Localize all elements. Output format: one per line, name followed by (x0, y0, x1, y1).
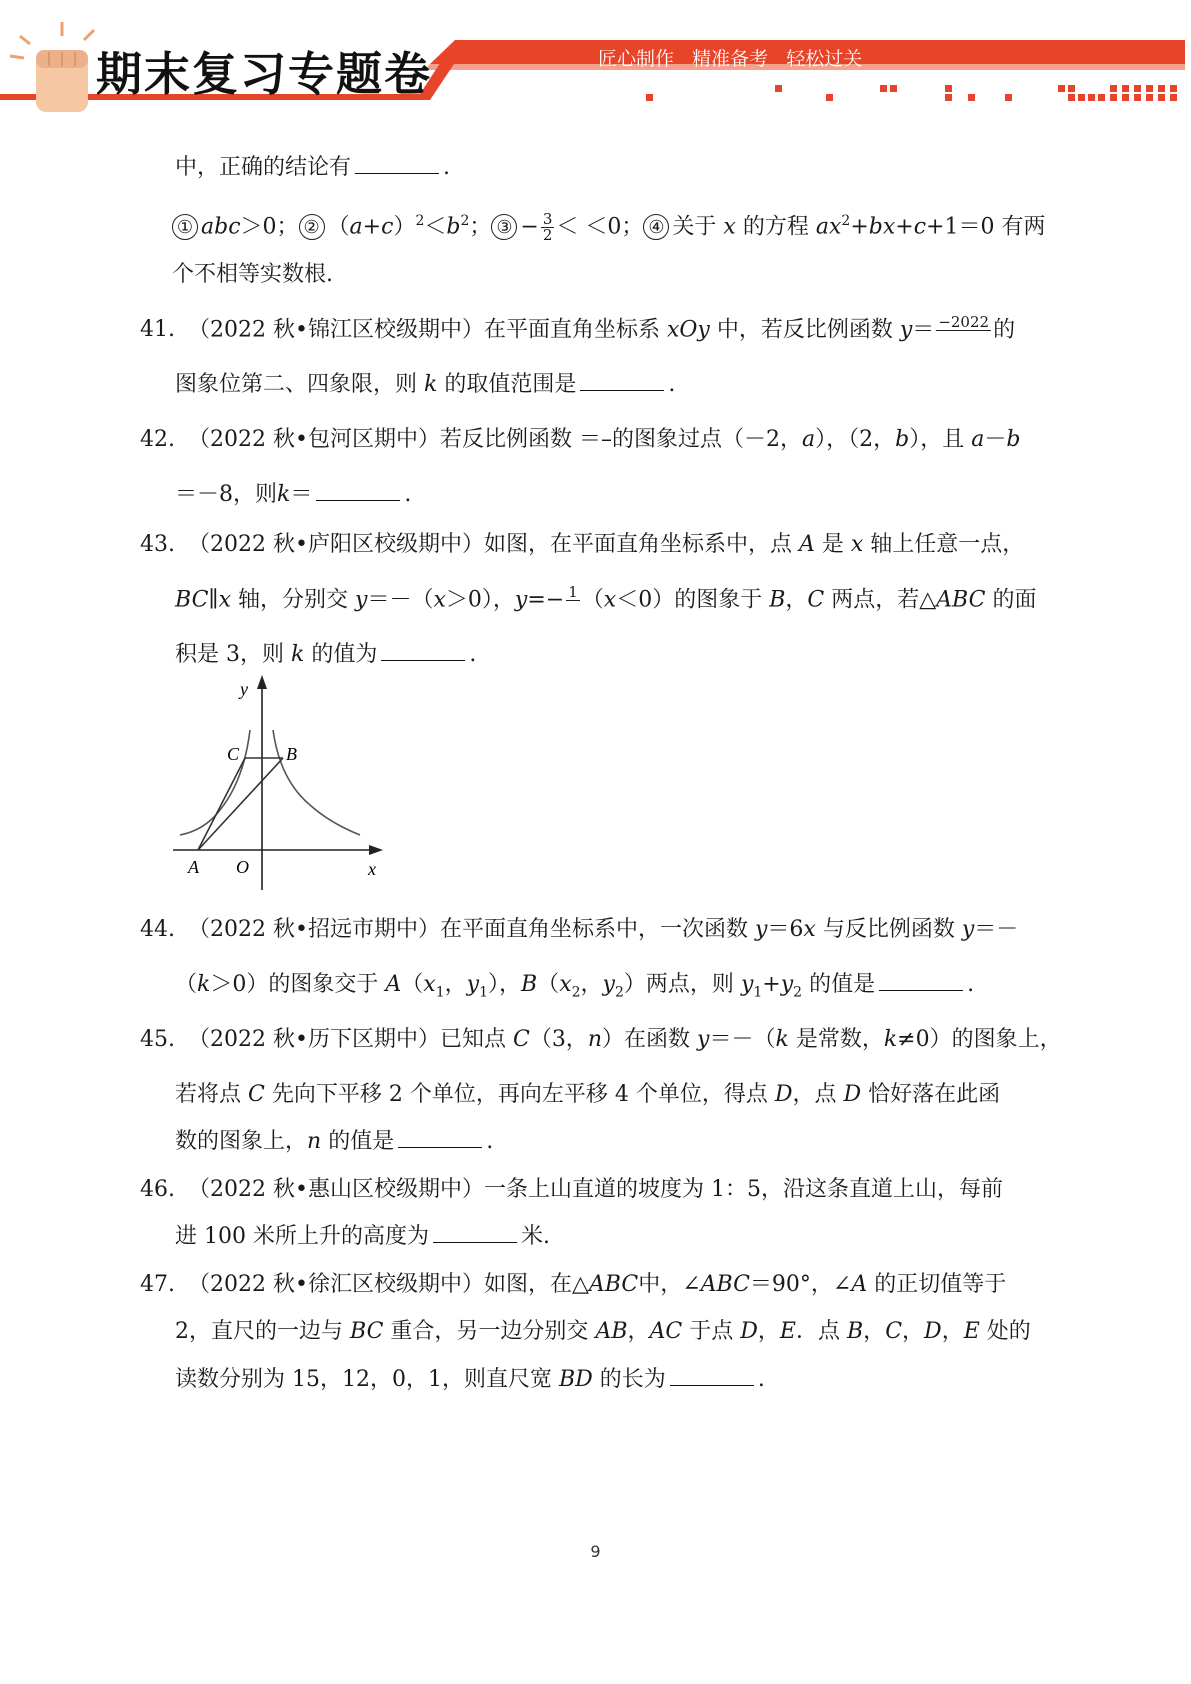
answer-blank (433, 1222, 517, 1243)
answer-blank (381, 640, 465, 661)
q47-line2: 2，直尺的一边与 BC 重合，另一边分别交 AB，AC 于点 D，E．点 B，C，D，E 处的 (175, 1319, 1031, 1344)
q42-line1: （2022 秋•包河区期中）若反比例函数 ＝–的图象过点（－2，a），（2，b），且 a－b (188, 427, 1021, 452)
header-title: 期末复习专题卷 (96, 47, 432, 101)
q41-line2: 图象位第二、四象限，则 k 的取值范围是 . (175, 372, 676, 397)
q41-number: 41. (140, 317, 175, 342)
q43-figure (170, 675, 390, 895)
figure-x-label: x (368, 859, 376, 879)
figure-o-label: O (236, 857, 249, 877)
figure-a-label: A (188, 857, 199, 877)
page-number: 9 (590, 1542, 601, 1561)
q41-line1: （2022 秋•锦江区校级期中）在平面直角坐标系 xOy 中，若反比例函数 y＝ −2022 的 (188, 313, 1016, 343)
q47-line3: 读数分别为 15，12，0，1，则直尺宽 BD 的长为 . (175, 1367, 765, 1392)
answer-blank (670, 1365, 754, 1386)
q42-number: 42. (140, 427, 175, 452)
q45-line1: （2022 秋•历下区期中）已知点 C（3，n）在函数 y＝－（k 是常数，k≠0）的图象上， (188, 1027, 1062, 1052)
q45-line2: 若将点 C 先向下平移 2 个单位，再向左平移 4 个单位，得点 D，点 D 恰好落在此函 (175, 1082, 1001, 1107)
header-slogan: 匠心制作 精准备考 轻松过关 (598, 48, 863, 70)
q42-line2: ＝－8，则k＝ . (175, 482, 412, 507)
q47-number: 47. (140, 1272, 175, 1297)
figure-b-label: B (286, 744, 297, 764)
answer-blank (316, 480, 400, 501)
q45-number: 45. (140, 1027, 175, 1052)
q40-line1: 中，正确的结论有 . (175, 155, 451, 180)
q43-line3: 积是 3，则 k 的值为 . (175, 642, 477, 667)
answer-blank (398, 1127, 482, 1148)
q40-line2: ① abc＞0； ② $(a+c)^2<b^2$； ③ − $\frac{3}{2}$ ＜ ＜0； ④ 关于 x 的方程 $ax^2+bx+c+1=0$ 有两 (172, 206, 1045, 243)
q46-number: 46. (140, 1177, 175, 1202)
header-banner (0, 0, 1191, 120)
q40-line3: 个不相等实数根. (172, 262, 333, 287)
q45-line3: 数的图象上，n 的值是 . (175, 1129, 494, 1154)
figure-y-label: y (240, 679, 248, 699)
q44-number: 44. (140, 917, 175, 942)
q44-line1: （2022 秋•招远市期中）在平面直角坐标系中，一次函数 y＝6x 与反比例函数 y＝－ (188, 917, 1019, 942)
q46-line2: 进 100 米所上升的高度为 米. (175, 1224, 550, 1249)
answer-blank (879, 970, 963, 991)
q43-line2: BC∥x 轴，分别交 y＝－（x＞0），y=− 1 （x＜0）的图象于 B，C 两点，若△ABC 的面 (175, 583, 1037, 613)
q47-line1: （2022 秋•徐汇区校级期中）如图，在△ABC中，∠ABC＝90°，∠A 的正切值等于 (188, 1272, 1007, 1297)
answer-blank (580, 370, 664, 391)
q43-line1: （2022 秋•庐阳区校级期中）如图，在平面直角坐标系中，点 A 是 x 轴上任意一点， (188, 532, 1025, 557)
q43-number: 43. (140, 532, 175, 557)
figure-c-label: C (227, 744, 240, 764)
answer-blank (355, 153, 439, 174)
q46-line1: （2022 秋•惠山区校级期中）一条上山直道的坡度为 1：5，沿这条直道上山，每前 (188, 1177, 1003, 1202)
q44-line2: （k＞0）的图象交于 $A(x_1$，$y_1$），$B(x_2$，$y_2$）两点，则 $y_1+y_2$ 的值是 . (175, 972, 975, 1001)
